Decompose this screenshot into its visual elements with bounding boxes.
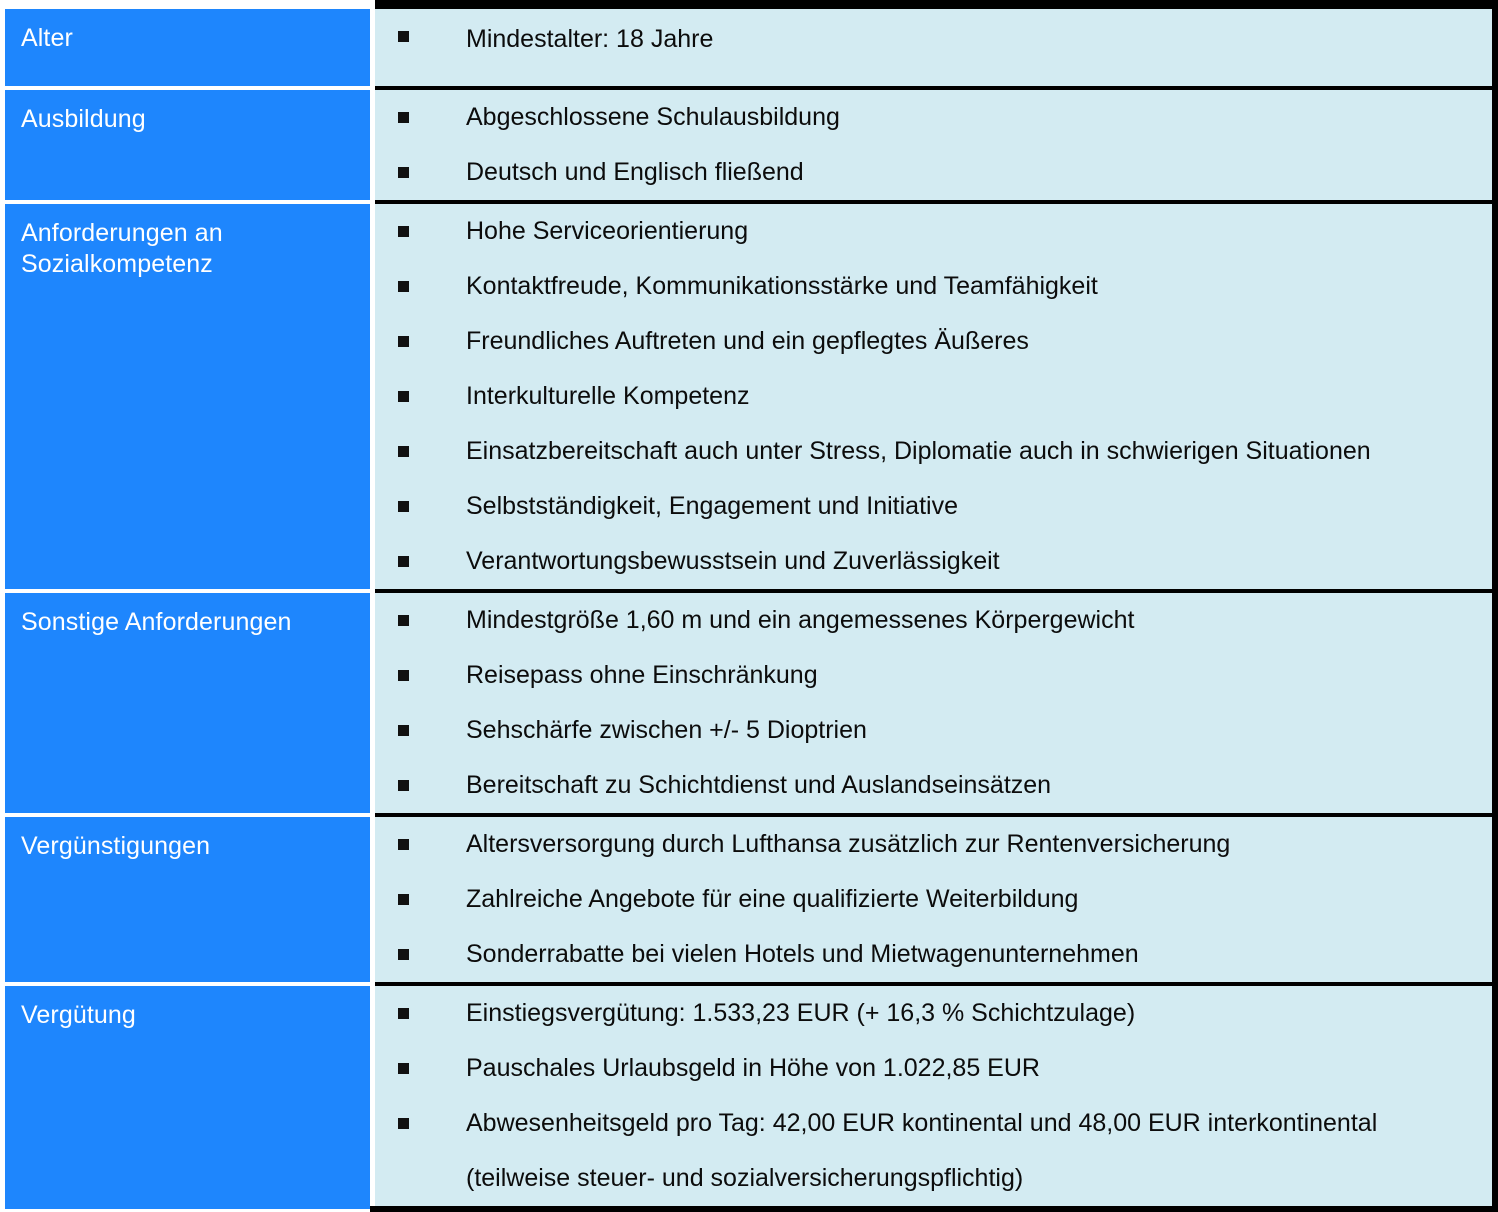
list-item-text: Kontaktfreude, Kommunikationsstärke und Teamfähigkeit	[466, 272, 1098, 300]
list-item	[375, 758, 1492, 813]
table-row	[3, 202, 1495, 591]
square-bullet-icon	[398, 1008, 409, 1019]
square-bullet-icon	[398, 281, 409, 292]
table-row	[3, 591, 1495, 815]
row-label-sonstige-anforderungen	[3, 591, 373, 815]
row-content-verguetung	[373, 984, 1495, 1209]
row-label-text: Vergünstigungen	[21, 832, 211, 860]
square-bullet-icon	[398, 615, 409, 626]
list-item	[375, 648, 1492, 703]
row-label-verguenstigungen	[3, 815, 373, 984]
list-item-text: Altersversorgung durch Lufthansa zusätzlich zur Rentenversicherung	[466, 830, 1231, 858]
table-row	[3, 88, 1495, 202]
list-item-text: Deutsch und Englisch fließend	[466, 158, 804, 186]
list-item	[375, 986, 1492, 1041]
bullet-list	[375, 9, 1492, 86]
row-label-ausbildung	[3, 88, 373, 202]
row-label-text: Alter	[21, 24, 73, 52]
list-item	[375, 479, 1492, 534]
requirements-table-body	[3, 5, 1495, 1210]
list-item	[375, 1096, 1492, 1151]
square-bullet-icon	[398, 501, 409, 512]
square-bullet-icon	[398, 336, 409, 347]
row-content-sonstige-anforderungen	[373, 591, 1495, 815]
list-item-text: Freundliches Auftreten und ein gepflegtes Äußeres	[466, 327, 1029, 355]
square-bullet-icon	[398, 894, 409, 905]
list-item-text: Mindestalter: 18 Jahre	[466, 25, 714, 53]
list-item	[375, 593, 1492, 648]
square-bullet-icon	[398, 725, 409, 736]
table-row	[3, 815, 1495, 984]
bullet-list	[375, 986, 1492, 1206]
list-item	[375, 259, 1492, 314]
row-label-text: Ausbildung	[21, 105, 146, 133]
list-item	[375, 204, 1492, 259]
square-bullet-icon	[398, 839, 409, 850]
list-item	[375, 703, 1492, 758]
square-bullet-icon	[398, 446, 409, 457]
bullet-list	[375, 90, 1492, 200]
list-item	[375, 927, 1492, 982]
row-content-verguenstigungen	[373, 815, 1495, 984]
row-content-ausbildung	[373, 88, 1495, 202]
square-bullet-icon	[398, 949, 409, 960]
list-item-text: (teilweise steuer- und sozialversicherungspflichtig)	[466, 1164, 1024, 1192]
list-item	[375, 1151, 1492, 1206]
row-content-alter	[373, 5, 1495, 89]
square-bullet-icon	[398, 1063, 409, 1074]
list-item-text: Hohe Serviceorientierung	[466, 217, 749, 245]
list-item-text: Sehschärfe zwischen +/- 5 Dioptrien	[466, 716, 867, 744]
list-item	[375, 424, 1492, 479]
square-bullet-icon	[398, 112, 409, 123]
list-item	[375, 872, 1492, 927]
row-label-verguetung	[3, 984, 373, 1209]
list-item	[375, 90, 1492, 145]
list-item-text: Einsatzbereitschaft auch unter Stress, Diplomatie auch in schwierigen Situationen	[466, 437, 1371, 465]
row-label-sozialkompetenz	[3, 202, 373, 591]
square-bullet-icon	[398, 670, 409, 681]
list-item-text: Abgeschlossene Schulausbildung	[466, 103, 840, 131]
list-item-text: Zahlreiche Angebote für eine qualifizierte Weiterbildung	[466, 885, 1079, 913]
table-row	[3, 5, 1495, 89]
list-item	[375, 314, 1492, 369]
square-bullet-icon	[398, 780, 409, 791]
row-label-text-line2: Sozialkompetenz	[21, 250, 213, 278]
list-item	[375, 534, 1492, 589]
list-item	[375, 9, 1492, 86]
list-item-text: Pauschales Urlaubsgeld in Höhe von 1.022,85 EUR	[466, 1054, 1040, 1082]
bullet-list	[375, 204, 1492, 589]
square-bullet-icon	[398, 391, 409, 402]
row-content-sozialkompetenz	[373, 202, 1495, 591]
list-item-text: Bereitschaft zu Schichtdienst und Auslandseinsätzen	[466, 771, 1052, 799]
table-row	[3, 984, 1495, 1209]
row-label-text: Sonstige Anforderungen	[21, 608, 292, 636]
bullet-list	[375, 593, 1492, 813]
square-bullet-icon	[398, 1118, 409, 1129]
bullet-list	[375, 817, 1492, 982]
list-item-text: Einstiegsvergütung: 1.533,23 EUR (+ 16,3 % Schichtzulage)	[466, 999, 1136, 1027]
list-item	[375, 1041, 1492, 1096]
square-bullet-icon	[398, 556, 409, 567]
list-item-text: Reisepass ohne Einschränkung	[466, 661, 818, 689]
list-item-text: Sonderrabatte bei vielen Hotels und Mietwagenunternehmen	[466, 940, 1139, 968]
list-item	[375, 369, 1492, 424]
square-bullet-icon	[398, 226, 409, 237]
list-item	[375, 817, 1492, 872]
square-bullet-icon	[398, 31, 409, 42]
list-item-text: Mindestgröße 1,60 m und ein angemessenes Körpergewicht	[466, 606, 1135, 634]
row-label-alter	[3, 5, 373, 89]
row-label-text: Vergütung	[21, 1001, 136, 1029]
list-item-text: Interkulturelle Kompetenz	[466, 382, 750, 410]
row-label-text-line1: Anforderungen an	[21, 219, 223, 247]
list-item	[375, 145, 1492, 200]
list-item-text: Abwesenheitsgeld pro Tag: 42,00 EUR kontinental und 48,00 EUR interkontinental	[466, 1109, 1378, 1137]
list-item-text: Verantwortungsbewusstsein und Zuverlässigkeit	[466, 547, 1000, 575]
square-bullet-icon	[398, 167, 409, 178]
list-item-text: Selbstständigkeit, Engagement und Initiative	[466, 492, 958, 520]
